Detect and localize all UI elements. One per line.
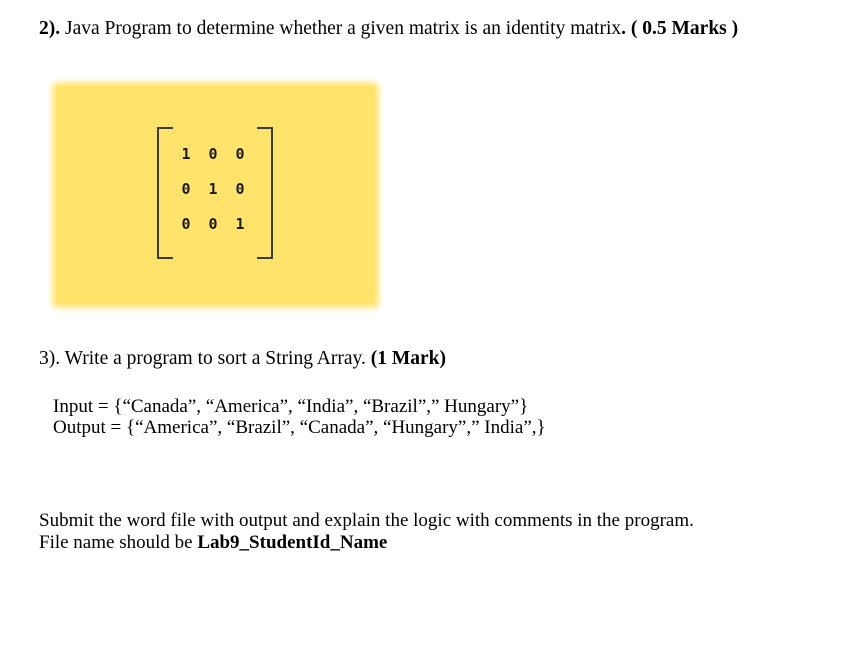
matrix-cell: 0 [181, 180, 191, 198]
question-3-heading [39, 348, 446, 370]
matrix-cell: 0 [235, 180, 245, 198]
matrix-cell: 0 [208, 215, 218, 233]
question-2-number: 2). [39, 18, 61, 39]
matrix-cell: 0 [208, 145, 218, 163]
file-name-prefix: File name should be [39, 532, 198, 553]
file-name-instructions [39, 532, 387, 554]
question-2-heading [39, 18, 738, 40]
question-3-output-example: Output = {“America”, “Brazil”, “Canada”, “Hungary”,” India”,} [53, 417, 546, 438]
matrix-right-bracket [257, 127, 273, 259]
question-3-text: 3). Write a program to sort a String Array. [39, 348, 371, 369]
question-2-marks: . ( 0.5 Marks ) [621, 18, 739, 39]
matrix-cell: 0 [181, 215, 191, 233]
matrix-cell: 1 [208, 180, 218, 198]
matrix-cell: 1 [181, 145, 191, 163]
file-name-value: Lab9_StudentId_Name [197, 532, 388, 553]
identity-matrix-image [56, 86, 375, 304]
question-3-marks: (1 Mark) [370, 348, 447, 369]
matrix-cell: 0 [235, 145, 245, 163]
submission-instructions: Submit the word file with output and explain the logic with comments in the program. [39, 510, 694, 531]
question-3-input-example: Input = {“Canada”, “America”, “India”, “Brazil”,” Hungary”} [53, 396, 529, 417]
question-2-text: Java Program to determine whether a given matrix is an identity matrix [60, 18, 622, 39]
matrix-left-bracket [157, 127, 173, 259]
matrix-cell: 1 [235, 215, 245, 233]
